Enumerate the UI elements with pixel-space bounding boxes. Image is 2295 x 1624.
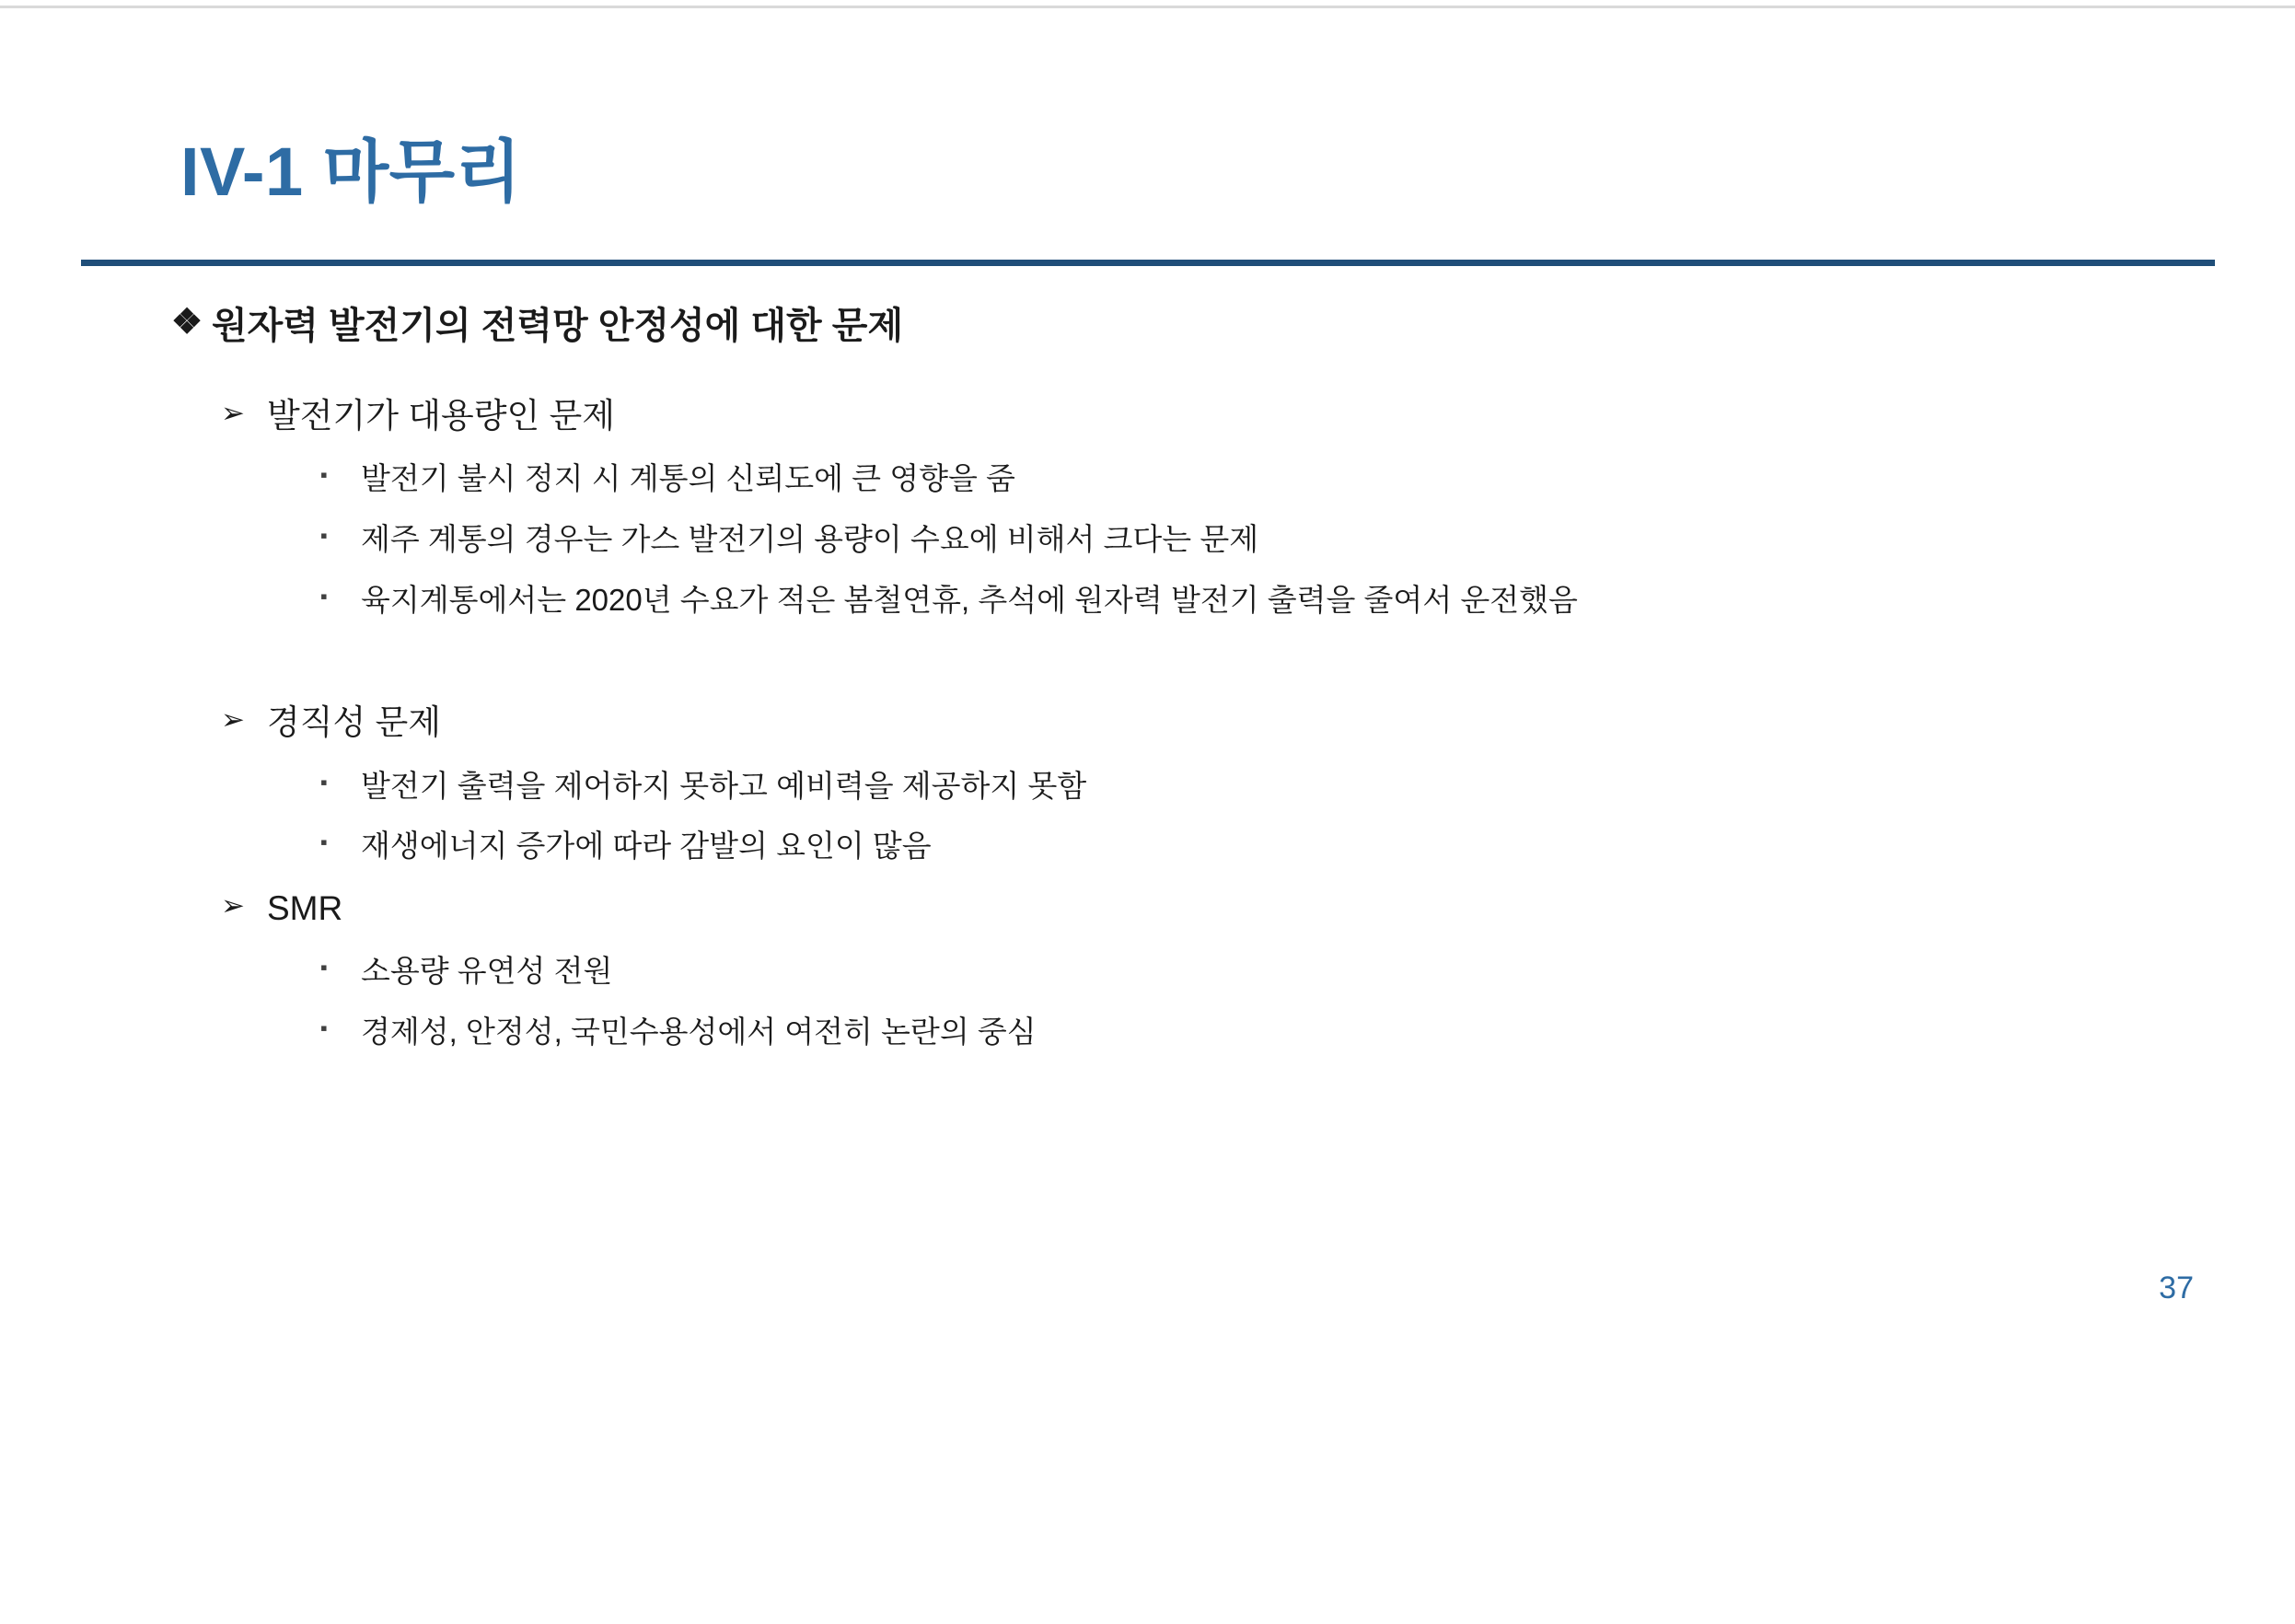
list-item [320,828,2295,864]
list-item-label: 육지계통에서는 2020년 수요가 적은 봄철연휴, 추석에 원자력 발전기 출력을 줄여서 운전했음 [361,582,1578,617]
section-title [221,396,2295,436]
square-bullet-icon: ▪ [320,1015,328,1039]
slide-content [0,304,2295,1050]
square-bullet-icon: ▪ [320,830,328,854]
square-bullet-icon: ▪ [320,523,328,547]
list-item [320,768,2295,805]
section-title [221,888,2295,929]
content-heading-label: 원자력 발전기의 전력망 안정성에 대한 문제 [212,306,904,346]
diamond-bullet-icon: ❖ [171,303,203,342]
arrow-bullet-icon: ➢ [221,703,245,737]
list-item [320,521,2295,558]
page-title: IV-1 마무리 [180,133,522,210]
list-item [320,1014,2295,1050]
list-item [320,953,2295,990]
list-item-label: 경제성, 안정성, 국민수용성에서 여전히 논란의 중심 [361,1014,1037,1049]
section-title [221,702,2295,743]
title-divider [81,260,2215,266]
list-item-label: 발전기 불시 정지 시 계통의 신뢰도에 큰 영향을 줌 [361,461,1015,496]
arrow-bullet-icon: ➢ [221,397,245,429]
list-item [320,460,2295,497]
section-title-label: 경직성 문제 [267,703,441,742]
square-bullet-icon: ▪ [320,463,328,487]
list-item-label: 발전기 출력을 제어하지 못하고 예비력을 제공하지 못함 [361,768,1087,803]
arrow-bullet-icon: ➢ [221,888,245,922]
section-title-label: SMR [267,888,343,927]
list-item-label: 재생에너지 증가에 따라 감발의 요인이 많음 [361,829,932,864]
section-title-label: 발전기가 대용량인 문제 [267,397,615,435]
top-divider [0,6,2295,8]
square-bullet-icon: ▪ [320,770,328,794]
square-bullet-icon: ▪ [320,584,328,608]
content-heading [171,304,2295,348]
list-item-label: 제주 계통의 경우는 가스 발전기의 용량이 수요에 비해서 크다는 문제 [361,521,1259,556]
square-bullet-icon: ▪ [320,956,328,980]
list-item [320,582,2295,619]
page-number: 37 [2159,1270,2194,1305]
list-item-label: 소용량 유연성 전원 [361,954,613,989]
